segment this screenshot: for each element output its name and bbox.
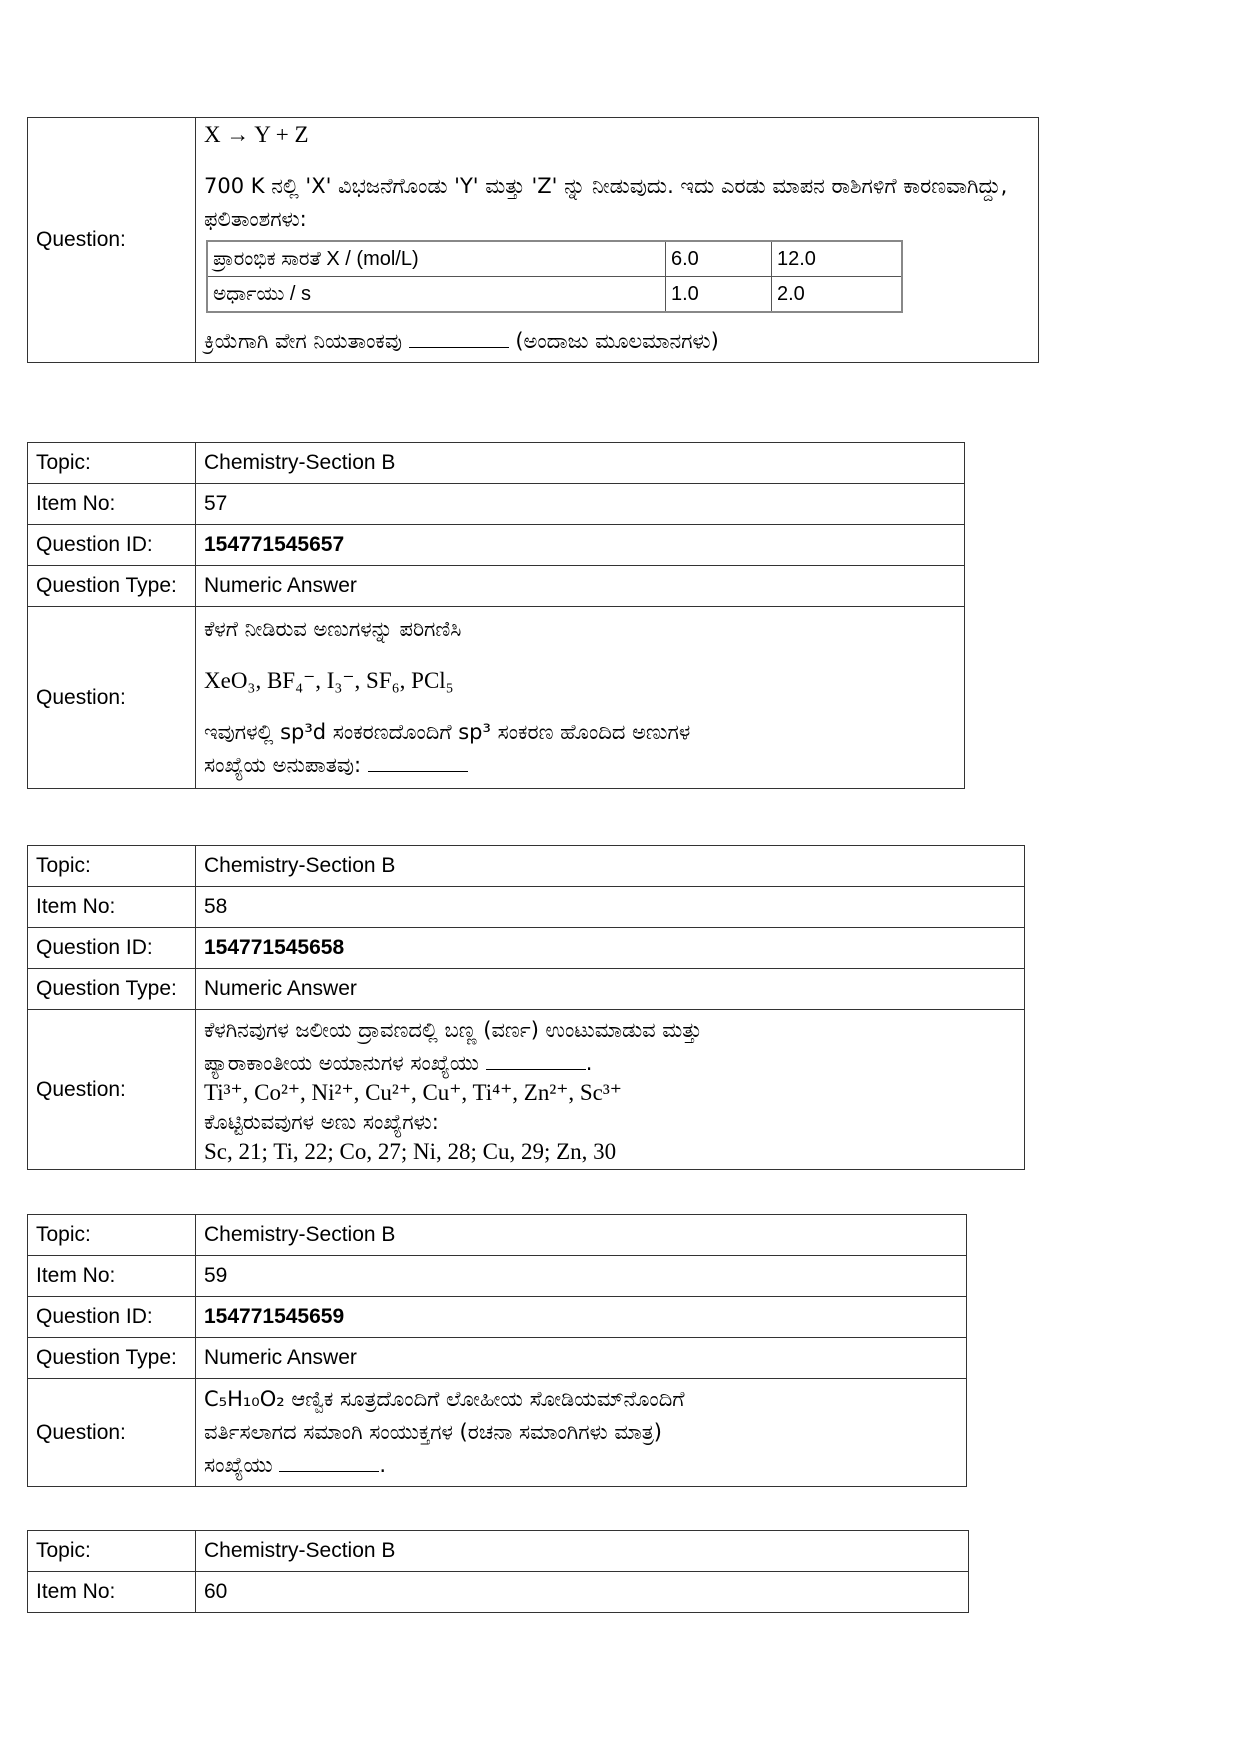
question-text: ಸಂಖ್ಯೆಯು . <box>204 1453 387 1477</box>
topic-value: Chemistry-Section B <box>196 1215 967 1256</box>
question-label: Question: <box>28 607 196 789</box>
item-no-value: 59 <box>196 1256 967 1297</box>
question-block-56 <box>27 117 1039 363</box>
topic-label: Topic: <box>28 1215 196 1256</box>
answer-blank <box>486 1049 586 1070</box>
question-content <box>196 607 965 789</box>
question-id-label: Question ID: <box>28 525 196 566</box>
question-text: C₅H₁₀O₂ ಆಣ್ವಿಕ ಸೂತ್ರದೊಂದಿಗೆ ಲೋಹೀಯ ಸೋಡಿಯಮ್‌ನೊಂದಿಗೆ <box>204 1387 685 1411</box>
data-table <box>206 240 903 313</box>
reaction-equation: X → Y + Z <box>204 122 309 147</box>
topic-label: Topic: <box>28 846 196 887</box>
question-text: ಕೆಳಗಿನವುಗಳ ಜಲೀಯ ದ್ರಾವಣದಲ್ಲಿ ಬಣ್ಣ (ವರ್ಣ) ಉಂಟುಮಾಡುವ ಮತ್ತು <box>204 1018 702 1042</box>
ion-list: Ti³⁺, Co²⁺, Ni²⁺, Cu²⁺, Cu⁺, Ti⁴⁺, Zn²⁺, Sc³⁺ <box>204 1080 622 1105</box>
question-text: ವರ್ತಿಸಲಾಗದ ಸಮಾಂಗಿ ಸಂಯುಕ್ತಗಳ (ರಚನಾ ಸಮಾಂಗಿಗಳು ಮಾತ್ರ) <box>204 1420 663 1444</box>
question-content <box>196 118 1039 363</box>
table-cell: 2.0 <box>772 277 903 313</box>
question-text: ಪ್ಯಾರಾಕಾಂತೀಯ ಅಯಾನುಗಳ ಸಂಖ್ಯೆಯು . <box>204 1051 593 1075</box>
question-type-label: Question Type: <box>28 969 196 1010</box>
answer-blank <box>279 1451 379 1472</box>
question-id-label: Question ID: <box>28 928 196 969</box>
question-text <box>204 749 956 782</box>
question-label: Question: <box>28 1010 196 1170</box>
table-cell: 1.0 <box>666 277 772 313</box>
table-cell: ಅರ್ಧಾಯು / s <box>207 277 666 313</box>
question-label: Question: <box>28 1379 196 1487</box>
molecule-list: XeO₃, BF₄⁻, I₃⁻, SF₆, PCl₅ <box>204 668 454 693</box>
question-type-label: Question Type: <box>28 566 196 607</box>
question-id-value: 154771545658 <box>196 928 1025 969</box>
question-label: Question: <box>28 118 196 363</box>
question-type-value: Numeric Answer <box>196 566 965 607</box>
question-text: ಕೊಟ್ಟಿರುವವುಗಳ ಅಣು ಸಂಖ್ಯೆಗಳು: <box>204 1110 439 1134</box>
answer-blank <box>409 327 509 348</box>
question-id-value: 154771545659 <box>196 1297 967 1338</box>
question-text-part: (ಅಂದಾಜು ಮೂಲಮಾನಗಳು) <box>515 329 719 353</box>
item-no-label: Item No: <box>28 887 196 928</box>
item-no-value: 60 <box>196 1572 969 1613</box>
question-block-57 <box>27 442 965 789</box>
question-text-part: ಪ್ಯಾರಾಕಾಂತೀಯ ಅಯಾನುಗಳ ಸಂಖ್ಯೆಯು <box>204 1051 479 1075</box>
question-block-60 <box>27 1530 969 1613</box>
question-id-label: Question ID: <box>28 1297 196 1338</box>
question-block-58 <box>27 845 1025 1170</box>
question-text-part: ಸಂಖ್ಯೆಯ ಅನುಪಾತವು: <box>204 753 362 777</box>
atomic-numbers: Sc, 21; Ti, 22; Co, 27; Ni, 28; Cu, 29; Zn, 30 <box>204 1139 617 1164</box>
item-no-value: 58 <box>196 887 1025 928</box>
topic-value: Chemistry-Section B <box>196 1531 969 1572</box>
topic-label: Topic: <box>28 443 196 484</box>
question-text: ಕೆಳಗೆ ನೀಡಿರುವ ಅಣುಗಳನ್ನು ಪರಿಗಣಿಸಿ <box>204 617 462 641</box>
topic-label: Topic: <box>28 1531 196 1572</box>
question-id-value: 154771545657 <box>196 525 965 566</box>
question-text: 700 K ನಲ್ಲಿ 'X' ವಿಭಜನೆಗೊಂಡು 'Y' ಮತ್ತು 'Z' ನ್ನು ನೀಡುವುದು. ಇದು ಎರಡು ಮಾಪನ ರಾಶಿಗಳಿಗೆ ಕಾರಣವಾಗಿದ್ದು, ಫಲಿತಾಂಶಗಳು: <box>204 174 1008 231</box>
topic-value: Chemistry-Section B <box>196 846 1025 887</box>
table-cell: ಪ್ರಾರಂಭಿಕ ಸಾರತೆ X / (mol/L) <box>207 241 666 277</box>
question-text-part: ಸಂಖ್ಯೆಯು <box>204 1453 273 1477</box>
item-no-label: Item No: <box>28 484 196 525</box>
item-no-value: 57 <box>196 484 965 525</box>
question-type-value: Numeric Answer <box>196 969 1025 1010</box>
question-text-part: ಕ್ರಿಯೆಗಾಗಿ ವೇಗ ನಿಯತಾಂಕವು <box>204 329 402 353</box>
table-cell: 6.0 <box>666 241 772 277</box>
table-cell: 12.0 <box>772 241 903 277</box>
question-block-59 <box>27 1214 967 1487</box>
topic-value: Chemistry-Section B <box>196 443 965 484</box>
question-type-label: Question Type: <box>28 1338 196 1379</box>
item-no-label: Item No: <box>28 1572 196 1613</box>
question-text: ಇವುಗಳಲ್ಲಿ sp³d ಸಂಕರಣದೊಂದಿಗೆ sp³ ಸಂಕರಣ ಹೊಂದಿದ ಅಣುಗಳ <box>204 720 691 744</box>
question-type-value: Numeric Answer <box>196 1338 967 1379</box>
item-no-label: Item No: <box>28 1256 196 1297</box>
question-text <box>204 325 1030 358</box>
question-content <box>196 1010 1025 1170</box>
answer-blank <box>368 751 468 772</box>
question-content <box>196 1379 967 1487</box>
